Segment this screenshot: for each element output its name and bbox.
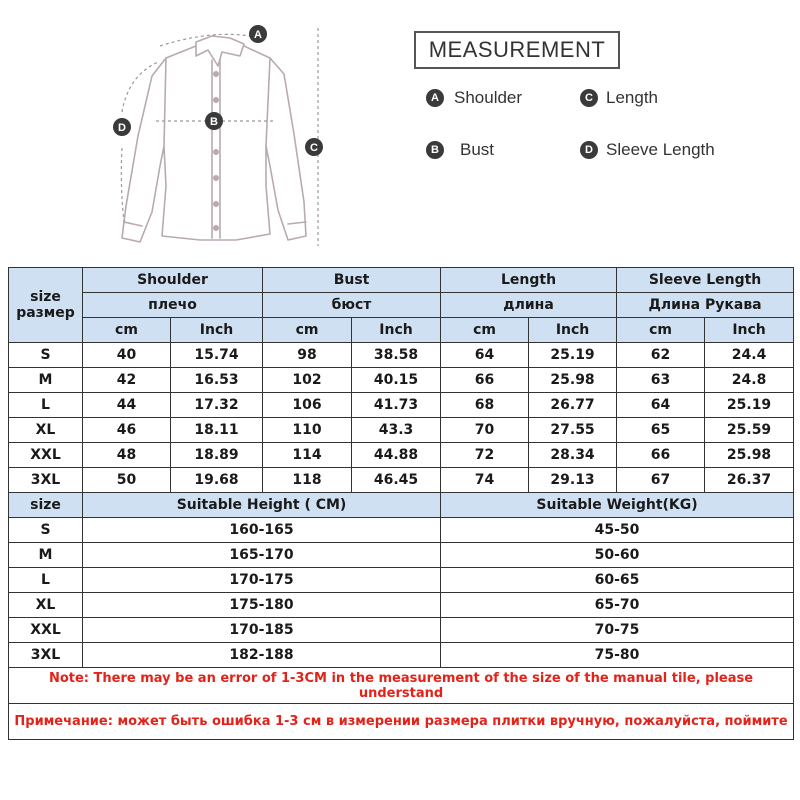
size-header-cell (9, 268, 83, 343)
note-row-en (9, 668, 794, 704)
marker-b (205, 112, 223, 130)
shirt-diagram (100, 16, 340, 256)
group-header-length: Length (441, 268, 617, 293)
marker-c (305, 138, 323, 156)
size-header-en: size (30, 289, 61, 305)
value-cell: 44 (83, 393, 171, 418)
height-cell: 175-180 (83, 593, 441, 618)
legend-item-bust (426, 140, 494, 160)
unit-cm: cm (263, 318, 352, 343)
group-header-ru-row (9, 293, 794, 318)
group-header-bust: Bust (263, 268, 441, 293)
value-cell: 118 (263, 468, 352, 493)
marker-a (249, 25, 267, 43)
group-header-shoulder-ru: плечо (83, 293, 263, 318)
badge-b-icon: B (426, 141, 444, 159)
svg-text:D: D (118, 122, 126, 134)
value-cell: 46 (83, 418, 171, 443)
badge-a-icon: A (426, 89, 444, 107)
value-cell: 24.8 (705, 368, 794, 393)
value-cell: 42 (83, 368, 171, 393)
size-cell: L (9, 568, 83, 593)
size-cell: XL (9, 418, 83, 443)
value-cell: 19.68 (171, 468, 263, 493)
value-cell: 63 (617, 368, 705, 393)
value-cell: 26.37 (705, 468, 794, 493)
fit-row (9, 518, 794, 543)
table-row (9, 393, 794, 418)
legend-item-length (580, 88, 658, 108)
value-cell: 28.34 (529, 443, 617, 468)
fit-row (9, 618, 794, 643)
value-cell: 43.3 (352, 418, 441, 443)
value-cell: 106 (263, 393, 352, 418)
svg-text:C: C (310, 142, 318, 154)
size-cell: XXL (9, 443, 83, 468)
size-cell: XXL (9, 618, 83, 643)
height-cell: 182-188 (83, 643, 441, 668)
size-cell: 3XL (9, 643, 83, 668)
table-row (9, 343, 794, 368)
value-cell: 25.59 (705, 418, 794, 443)
value-cell: 27.55 (529, 418, 617, 443)
badge-c-icon: C (580, 89, 598, 107)
weight-cell: 50-60 (441, 543, 794, 568)
value-cell: 110 (263, 418, 352, 443)
note-en: Note: There may be an error of 1-3CM in the measurement of the size of the manual tile, please understand (9, 668, 794, 704)
unit-inch: Inch (529, 318, 617, 343)
value-cell: 67 (617, 468, 705, 493)
badge-d-icon: D (580, 141, 598, 159)
legend-item-shoulder (426, 88, 522, 108)
value-cell: 25.19 (529, 343, 617, 368)
value-cell: 18.11 (171, 418, 263, 443)
group-header-bust-ru: бюст (263, 293, 441, 318)
value-cell: 74 (441, 468, 529, 493)
legend-label: Bust (460, 140, 495, 159)
group-header-shoulder: Shoulder (83, 268, 263, 293)
legend-label: Length (606, 88, 658, 107)
value-cell: 26.77 (529, 393, 617, 418)
unit-cm: cm (617, 318, 705, 343)
weight-cell: 65-70 (441, 593, 794, 618)
legend-item-sleeve-length (580, 140, 715, 160)
group-header-sleeve-ru: Длина Рукава (617, 293, 794, 318)
fit-row (9, 593, 794, 618)
weight-cell: 70-75 (441, 618, 794, 643)
group-header-row (9, 268, 794, 293)
value-cell: 50 (83, 468, 171, 493)
size-cell: S (9, 518, 83, 543)
value-cell: 68 (441, 393, 529, 418)
legend-title: MEASUREMENT (414, 31, 620, 69)
height-cell: 165-170 (83, 543, 441, 568)
value-cell: 25.98 (529, 368, 617, 393)
unit-cm: cm (83, 318, 171, 343)
size-header-ru: размер (16, 305, 75, 321)
value-cell: 40 (83, 343, 171, 368)
height-cell: 170-175 (83, 568, 441, 593)
value-cell: 98 (263, 343, 352, 368)
weight-cell: 75-80 (441, 643, 794, 668)
size-cell: S (9, 343, 83, 368)
svg-text:B: B (210, 116, 218, 128)
value-cell: 70 (441, 418, 529, 443)
size-chart-table (8, 267, 794, 740)
value-cell: 38.58 (352, 343, 441, 368)
weight-cell: 45-50 (441, 518, 794, 543)
legend-label: Sleeve Length (606, 140, 715, 159)
group-header-length-ru: длина (441, 293, 617, 318)
value-cell: 64 (617, 393, 705, 418)
size-cell: 3XL (9, 468, 83, 493)
value-cell: 29.13 (529, 468, 617, 493)
value-cell: 65 (617, 418, 705, 443)
value-cell: 44.88 (352, 443, 441, 468)
unit-header-row (9, 318, 794, 343)
value-cell: 102 (263, 368, 352, 393)
unit-inch: Inch (171, 318, 263, 343)
size-cell: XL (9, 593, 83, 618)
size-cell: L (9, 393, 83, 418)
value-cell: 66 (617, 443, 705, 468)
value-cell: 114 (263, 443, 352, 468)
value-cell: 62 (617, 343, 705, 368)
height-header: Suitable Height ( CM) (83, 493, 441, 518)
value-cell: 16.53 (171, 368, 263, 393)
value-cell: 66 (441, 368, 529, 393)
value-cell: 48 (83, 443, 171, 468)
height-cell: 170-185 (83, 618, 441, 643)
table-row (9, 443, 794, 468)
weight-cell: 60-65 (441, 568, 794, 593)
value-cell: 46.45 (352, 468, 441, 493)
shirt-outline (100, 16, 340, 256)
unit-inch: Inch (705, 318, 794, 343)
value-cell: 64 (441, 343, 529, 368)
svg-text:A: A (254, 29, 262, 41)
fit-row (9, 643, 794, 668)
unit-inch: Inch (352, 318, 441, 343)
value-cell: 25.19 (705, 393, 794, 418)
note-ru: Примечание: может быть ошибка 1-3 см в измерении размера плитки вручную, пожалуйста, поймите (9, 704, 794, 740)
fit-size-header: size (9, 493, 83, 518)
weight-header: Suitable Weight(KG) (441, 493, 794, 518)
value-cell: 25.98 (705, 443, 794, 468)
value-cell: 18.89 (171, 443, 263, 468)
value-cell: 72 (441, 443, 529, 468)
value-cell: 24.4 (705, 343, 794, 368)
size-cell: M (9, 368, 83, 393)
table-row (9, 468, 794, 493)
unit-cm: cm (441, 318, 529, 343)
fit-header-row (9, 493, 794, 518)
size-cell: M (9, 543, 83, 568)
legend-label: Shoulder (454, 88, 523, 107)
value-cell: 41.73 (352, 393, 441, 418)
group-header-sleeve: Sleeve Length (617, 268, 794, 293)
table-row (9, 418, 794, 443)
value-cell: 15.74 (171, 343, 263, 368)
table-row (9, 368, 794, 393)
value-cell: 40.15 (352, 368, 441, 393)
fit-row (9, 568, 794, 593)
note-row-ru (9, 704, 794, 740)
marker-d (113, 118, 131, 136)
height-cell: 160-165 (83, 518, 441, 543)
fit-row (9, 543, 794, 568)
value-cell: 17.32 (171, 393, 263, 418)
